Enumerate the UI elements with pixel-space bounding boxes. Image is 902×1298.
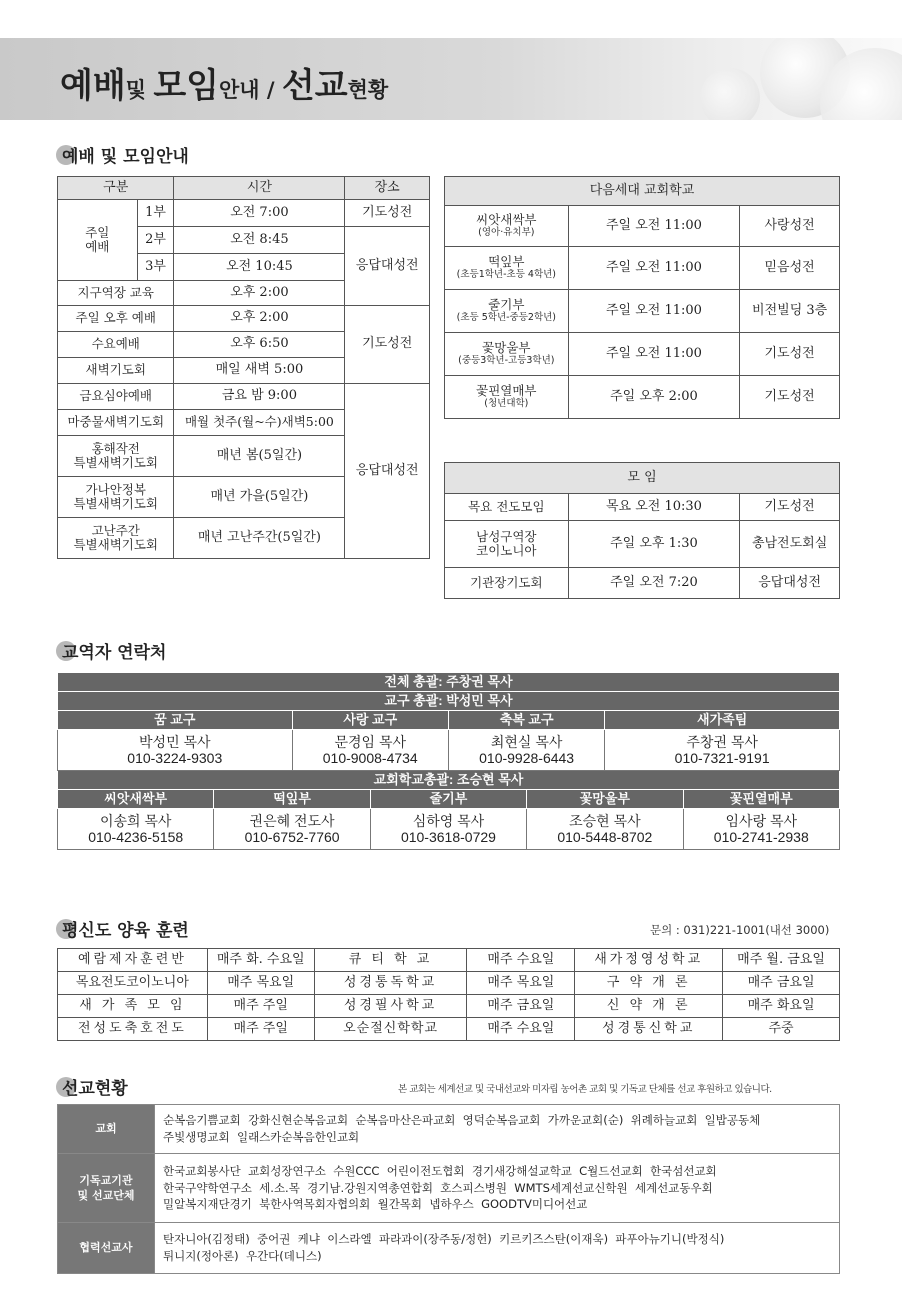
meeting-name: 목요 전도모임: [445, 494, 569, 521]
course-name: 전성도축호전도: [58, 1018, 208, 1041]
row-time: 매년 가을(5일간): [174, 477, 345, 518]
row-time: 오후 6:50: [174, 332, 345, 358]
contact-card: 문경임 목사 010-9008-4734: [292, 730, 448, 771]
course-name: 오순절신학학교: [314, 1018, 467, 1041]
dept-name: 줄기부 (초등 5학년-중등2학년): [445, 290, 569, 333]
contact-overall: 전체 총괄: 주창권 목사: [58, 673, 840, 692]
course-name: 성경통독학교: [314, 972, 467, 995]
service-number: 2부: [137, 227, 174, 254]
next-gen-table: [444, 176, 840, 419]
mission-list: 순복음기쁨교회 강화신현순복음교회 순복음마산은파교회 영덕순복음교회 가까운교회(순) 위례하늘교회 일밥공동체 주빛생명교회 일래스카순복음한인교회: [155, 1105, 840, 1154]
table-row: [58, 790, 840, 809]
meeting-time: 주일 오전 7:20: [568, 568, 740, 599]
table-row: [58, 949, 840, 972]
dept-name: 꽃망울부 (중등3학년-고등3학년): [445, 333, 569, 376]
course-name: 신 약 개 론: [575, 995, 723, 1018]
section-title-missions: 선교현황: [56, 1074, 128, 1099]
table-row: [58, 1154, 840, 1223]
row-time: 매월 첫주(월~수)새벽5:00: [174, 410, 345, 436]
dept-place: 기도성전: [740, 376, 840, 419]
contacts-table: [57, 672, 840, 850]
row-label: 주일 오후 예배: [58, 306, 174, 332]
table-row: [58, 1105, 840, 1154]
missions-table: [57, 1104, 840, 1274]
row-time: 매년 고난주간(5일간): [174, 518, 345, 559]
dept-time: 주일 오전 11:00: [568, 206, 740, 247]
contact-school-head: 교회학교총괄: 조승현 목사: [58, 771, 840, 790]
row-time: 오후 2:00: [174, 306, 345, 332]
service-place: 응답대성전: [345, 227, 430, 306]
course-day: 매주 화. 수요일: [207, 949, 314, 972]
meetings-table: [444, 462, 840, 599]
title-part: 선교: [281, 66, 348, 106]
dept-place: 사랑성전: [740, 206, 840, 247]
row-label: 고난주간 특별새벽기도회: [58, 518, 174, 559]
course-day: 매주 금요일: [723, 972, 840, 995]
meeting-time: 주일 오후 1:30: [568, 521, 740, 568]
row-label: 지구역장 교육: [58, 281, 174, 306]
row-time: 금요 밤 9:00: [174, 384, 345, 410]
row-time: 매일 새벽 5:00: [174, 358, 345, 384]
course-day: 매주 화요일: [723, 995, 840, 1018]
contact-card: 조승현 목사 010-5448-8702: [527, 809, 683, 850]
course-name: 성경통신학교: [575, 1018, 723, 1041]
school-name: 꽃망울부: [527, 790, 683, 809]
title-part: 안내 /: [219, 78, 282, 102]
mission-category: 협력선교사: [58, 1223, 155, 1274]
page-banner: [0, 38, 902, 120]
header-place: 장소: [345, 177, 430, 200]
table-row: [58, 711, 840, 730]
district-name: 꿈 교구: [58, 711, 293, 730]
flower-decoration: [700, 68, 760, 120]
meeting-time: 목요 오전 10:30: [568, 494, 740, 521]
course-name: 큐 티 학 교: [314, 949, 467, 972]
section-title-training: 평신도 양육 훈련: [56, 916, 189, 941]
meeting-name: 기관장기도회: [445, 568, 569, 599]
dept-time: 주일 오전 11:00: [568, 333, 740, 376]
worship-table: [57, 176, 430, 559]
contact-card: 이송희 목사 010-4236-5158: [58, 809, 214, 850]
meeting-place: 총남전도회실: [740, 521, 840, 568]
table-header-row: [58, 177, 430, 200]
service-time: 오전 10:45: [174, 254, 345, 281]
training-inquiry: 문의 : 031)221-1001(내선 3000): [650, 923, 830, 937]
sunday-service-label: 주일 예배: [58, 200, 138, 281]
service-number: 3부: [137, 254, 174, 281]
table-row: [58, 306, 430, 332]
district-name: 사랑 교구: [292, 711, 448, 730]
dept-name: 씨앗새싹부 (영아·유치부): [445, 206, 569, 247]
section-title-contacts: 교역자 연락처: [56, 638, 166, 663]
table-row: [58, 384, 430, 410]
meeting-name: 남성구역장 코이노니아: [445, 521, 569, 568]
course-name: 새가정영성학교: [575, 949, 723, 972]
mission-list: 한국교회봉사단 교회성장연구소 수원CCC 어린이전도협회 경기새강해설교학교 C월드선교회 한국섬선교회 한국구약학연구소 세.소.목 경기남.강원지역총연합회 호스피스병원 WMTS세계선교신학원 세계선교동우회 밀알복지재단경기 북한사역목회자협의회 월간목회 넵하우스 GOODTV미디어선교: [155, 1154, 840, 1223]
school-name: 꽃핀열매부: [683, 790, 839, 809]
title-part: 예배: [60, 66, 126, 106]
table-row: [58, 809, 840, 850]
table-row: [58, 730, 840, 771]
next-gen-title: 다음세대 교회학교: [445, 177, 840, 206]
row-label: 마중물새벽기도회: [58, 410, 174, 436]
course-name: 예람제자훈련반: [58, 949, 208, 972]
row-time: 매년 봄(5일간): [174, 436, 345, 477]
row-time: 오후 2:00: [174, 281, 345, 306]
course-name: 성경필사학교: [314, 995, 467, 1018]
table-row: [445, 568, 840, 599]
table-row: [445, 494, 840, 521]
header-time: 시간: [174, 177, 345, 200]
course-day: 매주 주일: [207, 995, 314, 1018]
row-label: 수요예배: [58, 332, 174, 358]
header-category: 구분: [58, 177, 174, 200]
district-name: 새가족팀: [605, 711, 840, 730]
table-row: [445, 206, 840, 247]
dept-place: 비전빌딩 3층: [740, 290, 840, 333]
course-day: 매주 목요일: [207, 972, 314, 995]
missions-note: 본 교회는 세계선교 및 국내선교와 미자립 농어촌 교회 및 기독교 단체를 선교 후원하고 있습니다.: [398, 1084, 772, 1095]
table-row: [445, 376, 840, 419]
row-place: 응답대성전: [345, 384, 430, 559]
school-name: 떡잎부: [214, 790, 370, 809]
dept-name: 꽃핀열매부 (청년대학): [445, 376, 569, 419]
table-row: [58, 1018, 840, 1041]
course-day: 매주 목요일: [467, 972, 575, 995]
contact-district-head: 교구 총괄: 박성민 목사: [58, 692, 840, 711]
course-day: 매주 월. 금요일: [723, 949, 840, 972]
dept-time: 주일 오후 2:00: [568, 376, 740, 419]
row-label: 새벽기도회: [58, 358, 174, 384]
dept-place: 믿음성전: [740, 247, 840, 290]
service-number: 1부: [137, 200, 174, 227]
contact-card: 주창권 목사 010-7321-9191: [605, 730, 840, 771]
contact-card: 임사랑 목사 010-2741-2938: [683, 809, 839, 850]
table-row: [58, 1223, 840, 1274]
table-row: [58, 995, 840, 1018]
meeting-place: 응답대성전: [740, 568, 840, 599]
service-time: 오전 7:00: [174, 200, 345, 227]
contact-card: 심하영 목사 010-3618-0729: [370, 809, 526, 850]
course-day: 매주 주일: [207, 1018, 314, 1041]
table-row: [445, 521, 840, 568]
course-day: 매주 금요일: [467, 995, 575, 1018]
meeting-place: 기도성전: [740, 494, 840, 521]
dept-time: 주일 오전 11:00: [568, 290, 740, 333]
school-name: 씨앗새싹부: [58, 790, 214, 809]
row-label: 홍해작전 특별새벽기도회: [58, 436, 174, 477]
dept-place: 기도성전: [740, 333, 840, 376]
table-row: [445, 290, 840, 333]
row-label: 가나안정복 특별새벽기도회: [58, 477, 174, 518]
table-row: [445, 333, 840, 376]
service-place: 기도성전: [345, 200, 430, 227]
contact-card: 박성민 목사 010-3224-9303: [58, 730, 293, 771]
mission-list: 탄자니아(김정태) 중어권 케냐 이스라엘 파라과이(장주동/정헌) 키르키즈스탄(이재욱) 파푸아뉴기니(박정식) 튀니지(정아론) 우간다(데니스): [155, 1223, 840, 1274]
course-day: 주중: [723, 1018, 840, 1041]
contact-card: 최현실 목사 010-9928-6443: [448, 730, 604, 771]
table-row: [58, 972, 840, 995]
table-row: [58, 200, 430, 227]
row-place: 기도성전: [345, 306, 430, 384]
school-name: 줄기부: [370, 790, 526, 809]
course-name: 목요전도코이노니아: [58, 972, 208, 995]
contact-card: 권은혜 전도사 010-6752-7760: [214, 809, 370, 850]
table-row: [445, 247, 840, 290]
title-part: 현황: [347, 78, 389, 102]
mission-category: 교회: [58, 1105, 155, 1154]
row-label: 금요심야예배: [58, 384, 174, 410]
course-name: 구 약 개 론: [575, 972, 723, 995]
title-part: 모임: [153, 66, 220, 106]
course-day: 매주 수요일: [467, 1018, 575, 1041]
service-time: 오전 8:45: [174, 227, 345, 254]
mission-category: 기독교기관 및 선교단체: [58, 1154, 155, 1223]
dept-time: 주일 오전 11:00: [568, 247, 740, 290]
dept-name: 떡잎부 (초등1학년-초등 4학년): [445, 247, 569, 290]
section-title-worship: 예배 및 모임안내: [56, 142, 189, 167]
course-name: 새 가 족 모 임: [58, 995, 208, 1018]
district-name: 축복 교구: [448, 711, 604, 730]
title-part: 및: [125, 78, 154, 102]
course-day: 매주 수요일: [467, 949, 575, 972]
meetings-title: 모 임: [445, 463, 840, 494]
page-title: [60, 58, 388, 107]
training-table: [57, 948, 840, 1041]
